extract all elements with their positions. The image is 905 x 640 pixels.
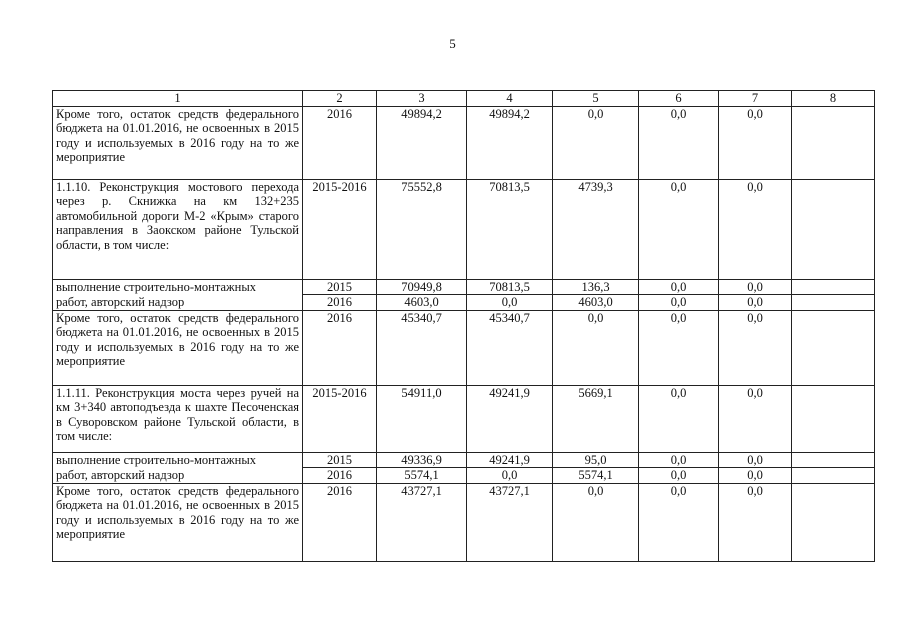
header-cell: 2	[303, 91, 377, 107]
row-value-col3: 54911,0	[377, 385, 467, 452]
table-row	[53, 310, 875, 385]
page-number: 5	[449, 36, 456, 51]
row-description: 1.1.10. Реконструкция мостового перехода через р. Скнижка на км 132+235 автомобильной дороги М-2 «Крым» старого направления в Заокском районе Тульской области, в том числе:	[53, 179, 303, 279]
table-row	[53, 468, 875, 484]
row-value-col6: 0,0	[639, 279, 719, 295]
row-value-col5: 0,0	[553, 106, 639, 179]
row-description: Кроме того, остаток средств федерального бюджета на 01.01.2016, не освоенных в 2015 году и используемых в 2016 году на то же мероприятие	[53, 310, 303, 385]
row-value-col6: 0,0	[639, 310, 719, 385]
row-value-col3: 45340,7	[377, 310, 467, 385]
row-value-col5: 0,0	[553, 310, 639, 385]
row-value-col8	[792, 385, 875, 452]
row-value-col3: 5574,1	[377, 468, 467, 484]
row-value-col3: 49894,2	[377, 106, 467, 179]
row-description: выполнение строительно-монтажных	[53, 452, 303, 468]
row-year: 2016	[303, 310, 377, 385]
table-row	[53, 295, 875, 311]
row-value-col7: 0,0	[719, 385, 792, 452]
row-description: работ, авторский надзор	[53, 468, 303, 484]
row-value-col5: 0,0	[553, 483, 639, 561]
table-row	[53, 179, 875, 279]
table-row	[53, 385, 875, 452]
row-value-col7: 0,0	[719, 106, 792, 179]
row-year: 2015-2016	[303, 179, 377, 279]
row-value-col7: 0,0	[719, 452, 792, 468]
row-value-col7: 0,0	[719, 279, 792, 295]
row-description: Кроме того, остаток средств федерального бюджета на 01.01.2016, не освоенных в 2015 году и используемых в 2016 году на то же мероприятие	[53, 106, 303, 179]
row-year: 2015	[303, 452, 377, 468]
row-value-col6: 0,0	[639, 452, 719, 468]
table-row	[53, 106, 875, 179]
table-row	[53, 452, 875, 468]
row-value-col8	[792, 179, 875, 279]
row-value-col8	[792, 295, 875, 311]
header-cell: 8	[792, 91, 875, 107]
row-value-col5: 136,3	[553, 279, 639, 295]
row-value-col5: 5574,1	[553, 468, 639, 484]
budget-table	[52, 90, 875, 562]
row-value-col6: 0,0	[639, 106, 719, 179]
row-year: 2016	[303, 468, 377, 484]
row-description: выполнение строительно-монтажных	[53, 279, 303, 295]
header-cell: 1	[53, 91, 303, 107]
row-value-col6: 0,0	[639, 179, 719, 279]
row-value-col3: 75552,8	[377, 179, 467, 279]
row-value-col7: 0,0	[719, 295, 792, 311]
row-value-col8	[792, 468, 875, 484]
row-year: 2015	[303, 279, 377, 295]
row-value-col4: 43727,1	[467, 483, 553, 561]
header-cell: 6	[639, 91, 719, 107]
row-value-col4: 49894,2	[467, 106, 553, 179]
row-value-col5: 5669,1	[553, 385, 639, 452]
header-cell: 3	[377, 91, 467, 107]
row-value-col4: 70813,5	[467, 279, 553, 295]
row-value-col8	[792, 279, 875, 295]
row-year: 2016	[303, 483, 377, 561]
row-value-col8	[792, 106, 875, 179]
row-description: работ, авторский надзор	[53, 295, 303, 311]
row-value-col6: 0,0	[639, 295, 719, 311]
row-value-col4: 49241,9	[467, 385, 553, 452]
row-value-col4: 0,0	[467, 468, 553, 484]
row-value-col6: 0,0	[639, 483, 719, 561]
row-value-col4: 45340,7	[467, 310, 553, 385]
row-year: 2015-2016	[303, 385, 377, 452]
table-row	[53, 279, 875, 295]
row-value-col4: 49241,9	[467, 452, 553, 468]
row-value-col8	[792, 483, 875, 561]
row-value-col7: 0,0	[719, 468, 792, 484]
row-value-col6: 0,0	[639, 385, 719, 452]
row-value-col6: 0,0	[639, 468, 719, 484]
row-value-col5: 95,0	[553, 452, 639, 468]
row-value-col8	[792, 310, 875, 385]
row-value-col5: 4739,3	[553, 179, 639, 279]
row-value-col7: 0,0	[719, 179, 792, 279]
header-cell: 5	[553, 91, 639, 107]
header-cell: 4	[467, 91, 553, 107]
header-cell: 7	[719, 91, 792, 107]
table-header-row	[53, 91, 875, 107]
row-value-col4: 70813,5	[467, 179, 553, 279]
row-value-col3: 43727,1	[377, 483, 467, 561]
row-value-col4: 0,0	[467, 295, 553, 311]
row-value-col7: 0,0	[719, 310, 792, 385]
row-description: 1.1.11. Реконструкция моста через ручей на км 3+340 автоподъезда к шахте Песоченская в Суворовском районе Тульской области, в том числе:	[53, 385, 303, 452]
row-value-col7: 0,0	[719, 483, 792, 561]
row-year: 2016	[303, 295, 377, 311]
row-value-col5: 4603,0	[553, 295, 639, 311]
table-row	[53, 483, 875, 561]
row-value-col3: 49336,9	[377, 452, 467, 468]
row-value-col8	[792, 452, 875, 468]
row-value-col3: 70949,8	[377, 279, 467, 295]
row-value-col3: 4603,0	[377, 295, 467, 311]
row-description: Кроме того, остаток средств федерального бюджета на 01.01.2016, не освоенных в 2015 году и используемых в 2016 году на то же мероприятие	[53, 483, 303, 561]
row-year: 2016	[303, 106, 377, 179]
